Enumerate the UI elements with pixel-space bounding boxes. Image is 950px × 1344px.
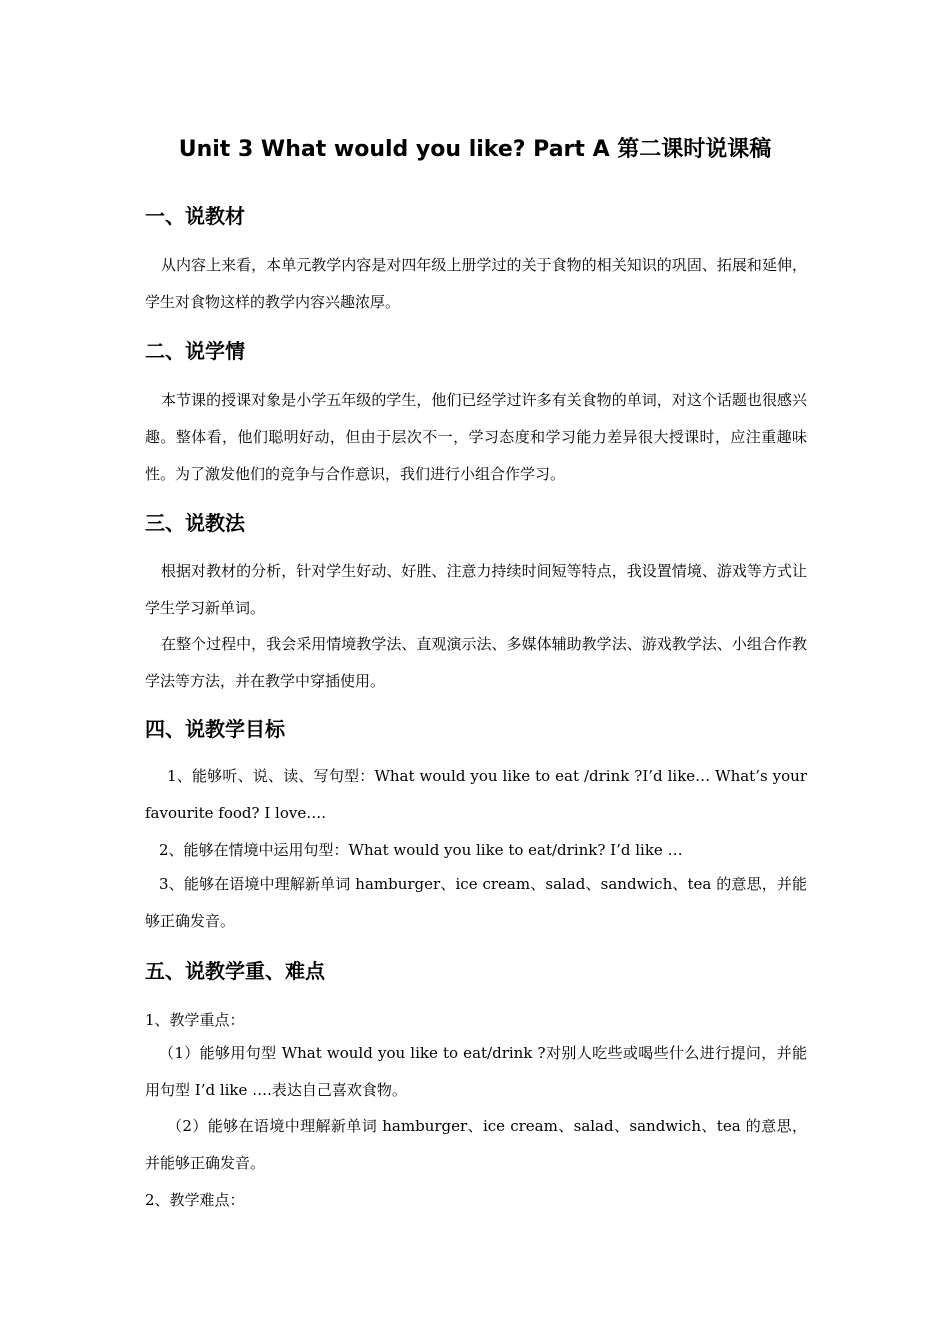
key-points-label: 1、教学重点： bbox=[145, 1011, 245, 1029]
section-heading-4: 四、说教学目标 bbox=[145, 717, 285, 741]
difficult-points-label: 2、教学难点： bbox=[145, 1191, 245, 1209]
key-point-1: （1）能够用句型 What would you like to eat/drink ?对别人吃些或喝些什么进行提问，并能用句型 I’d like ….表达自己喜欢食物。 bbox=[145, 1044, 807, 1099]
section-2-paragraph-1: 本节课的授课对象是小学五年级的学生，他们已经学过许多有关食物的单词，对这个话题也很感兴趣。整体看，他们聪明好动，但由于层次不一，学习态度和学习能力差异很大授课时，应注重趣味性。为了激发他们的竞争与合作意识，我们进行小组合作学习。 bbox=[145, 391, 807, 483]
document-title: Unit 3 What would you like? Part A 第二课时说课稿 bbox=[178, 137, 772, 162]
section-heading-2: 二、说学情 bbox=[145, 339, 245, 363]
objective-2: 2、能够在情境中运用句型：What would you like to eat/drink? I’d like … bbox=[159, 841, 683, 859]
section-heading-3: 三、说教法 bbox=[145, 511, 245, 535]
section-3-paragraph-2: 在整个过程中，我会采用情境教学法、直观演示法、多媒体辅助教学法、游戏教学法、小组合作教学法等方法，并在教学中穿插使用。 bbox=[145, 635, 807, 690]
objective-1: 1、能够听、说、读、写句型：What would you like to eat /drink ?I’d like… What’s your favourite food? I love…. bbox=[145, 767, 807, 822]
objective-3: 3、能够在语境中理解新单词 hamburger、ice cream、salad、sandwich、tea 的意思，并能够正确发音。 bbox=[145, 875, 807, 930]
section-heading-5: 五、说教学重、难点 bbox=[145, 959, 325, 983]
section-1-paragraph-1: 从内容上来看，本单元教学内容是对四年级上册学过的关于食物的相关知识的巩固、拓展和延伸，学生对食物这样的教学内容兴趣浓厚。 bbox=[145, 256, 807, 311]
key-point-2: （2）能够在语境中理解新单词 hamburger、ice cream、salad、sandwich、tea 的意思，并能够正确发音。 bbox=[145, 1117, 807, 1172]
section-3-paragraph-1: 根据对教材的分析，针对学生好动、好胜、注意力持续时间短等特点，我设置情境、游戏等方式让学生学习新单词。 bbox=[145, 562, 807, 617]
section-heading-1: 一、说教材 bbox=[145, 204, 245, 228]
